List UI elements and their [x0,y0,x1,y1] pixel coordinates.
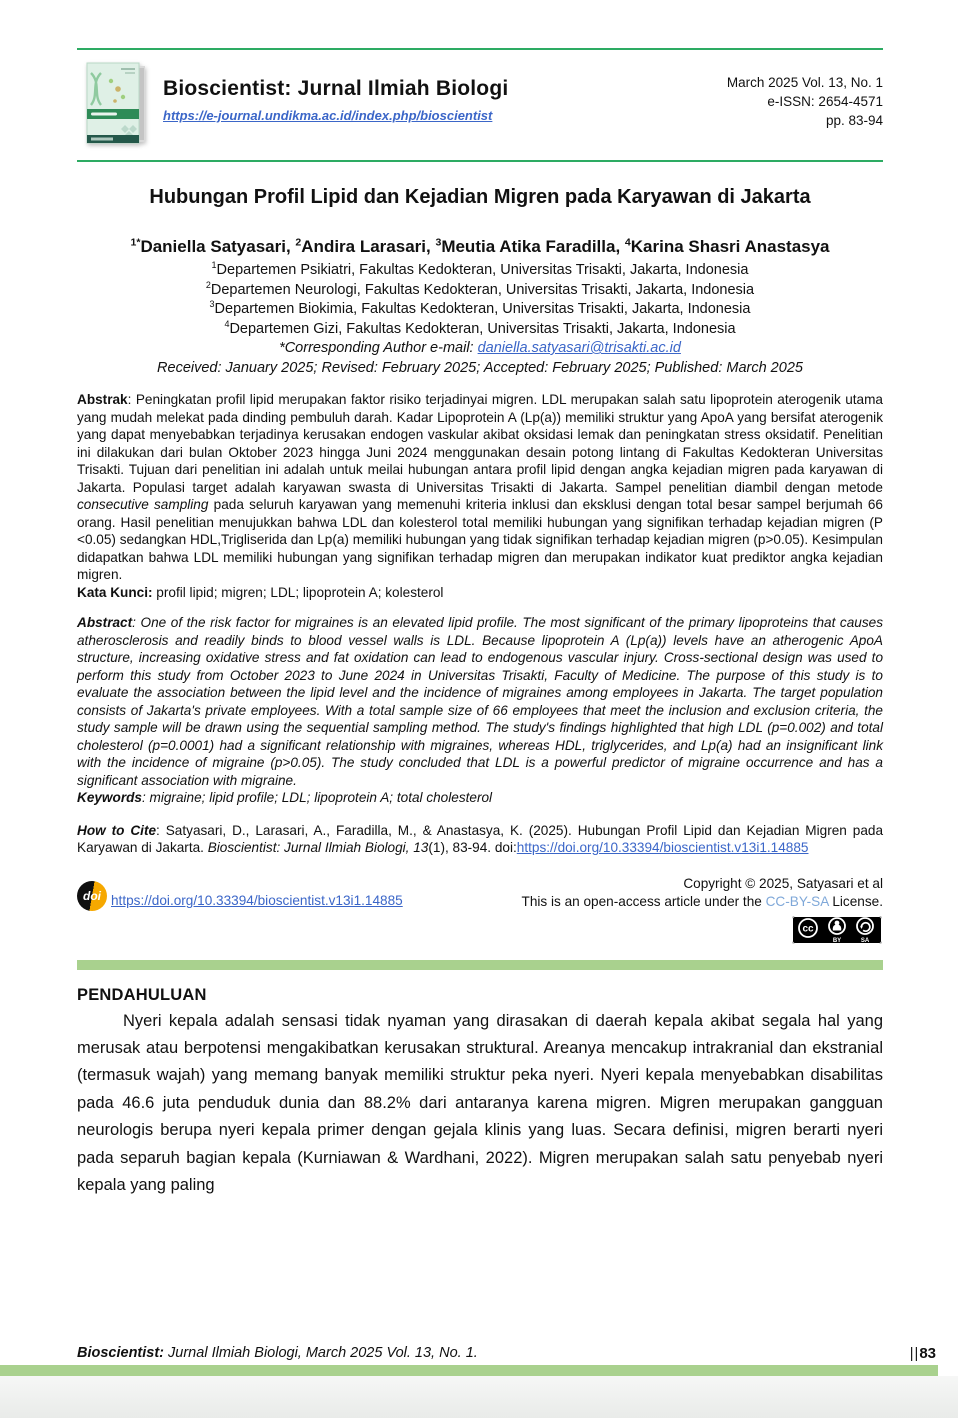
abstrak-italic-term: consecutive sampling [77,497,209,512]
author-name: Meutia Atika Faradilla, [441,237,625,256]
kata-kunci-label: Kata Kunci: [77,584,153,600]
how-to-cite-label: How to Cite [77,822,157,838]
corresponding-email-link[interactable]: daniella.satyasari@trisakti.ac.id [477,340,681,356]
doi-icon: doi [77,881,107,911]
kata-kunci-text: profil lipid; migren; LDL; lipoprotein A; kolesterol [152,584,444,600]
authors-line [117,235,843,258]
affiliation-text: Departemen Biokimia, Fakultas Kedokteran, Universitas Trisakti, Jakarta, Indonesia [214,301,751,317]
by-label: BY [832,937,842,944]
footer-page-number [910,1345,936,1362]
footer-band [0,1365,938,1376]
affiliation-superscript: 3 [209,299,215,310]
issue-volume: March 2025 Vol. 13, No. 1 [726,75,883,90]
affiliation-text: Departemen Psikiatri, Fakultas Kedokteran, Universitas Trisakti, Jakarta, Indonesia [216,262,749,278]
page-footer [77,1345,936,1362]
citation-text: : Satyasari, D., Larasari, A., Faradilla, M., & Anastasya, K. (2025). Hubungan Profil Lipid dan Kejadian Migren pada Karyawan di Jakarta. [77,822,883,855]
copyright-line: Copyright © 2025, Satyasari et al [683,875,883,891]
abstrak-text: Peningkatan profil lipid merupakan faktor risiko terjadinyai migren. LDL merupakan salah satu lipoprotein aterogenik utama yang mudah melekat pada dinding pembuluh darah. Kadar Lipoprotein A (Lp(a)) memiliki struktur yang ApoA yang bersifat aterogenik yang dapat menyebabkan terjadinya kerusakan endogen vaskular akibat oksidasi lemak dan peningkatan stress oksidatif. Penelitian ini dilakukan dari bulan Oktober 2023 hingga Juni 2024 menggunakan desain potong lintang di Fakultas Kedokteran Universitas Trisakti. Tujuan dari penelitian ini adalah untuk meilai hubungan antara profil lipid dengan angka kejadian migren pada karyawan di Jakarta. Populasi target adalah karyawan swasta di Universitas Trisakti di Jakarta. Sampel penelitian diambil dengan metode [77,392,883,495]
journal-identity [163,61,668,125]
page-number: 83 [919,1345,936,1362]
author-name: Karina Shasri Anastasya [630,237,830,256]
affiliation-superscript: 2 [205,279,211,290]
introduction-paragraph: Nyeri kepala adalah sensasi tidak nyaman yang dirasakan di daerah kepala akibat segala hal yang merusak atau berpotensi mengakibatkan kerusakan struktural. Areanya mencakup intrakranial dan ekstranial (termasuk wajah) yang memang banyak memiliki struktur peka nyeri. Nyeri kepala menyebabkan disabilitas pada 46.6 juta penduduk dunia dan 88.2% dari antaranya karena migren. Migren merupakan gangguan neurologis berupa nyeri kepala primer dengan gejala klinis yang luas. Secara definisi, migren berarti nyeri pada separuh bagian kepala (Kurniawan & Wardhani, 2022). Migren merupakan salah satu penyebab nyeri kepala yang paling [77,1011,883,1194]
affiliations [77,261,883,339]
license-text: License. [828,893,883,909]
license-line [522,893,883,911]
journal-url-link[interactable]: https://e-journal.undikma.ac.id/index.php/bioscientist [163,108,493,123]
author-superscript: 2 [295,236,302,249]
top-rule [77,48,883,50]
abstract-english [77,614,883,807]
abstract-label: Abstract [77,615,133,630]
author-name: Andira Larasari, [301,237,436,256]
abstrak-text: pada seluruh karyawan yang memenuhi kriteria inklusi dan eksklusi dengan total besar sampel berjumah 66 orang. Hasil penelitian menujukkan bahwa LDL dan kolesterol total memiliki hubungan yang signifikan terhadap kejadian migren (P <0.05) sedangkan HDL,Trigliserida dan Lp(a) memiliki hubungan yang tidak signifikan terhadap kejadian migren (p>0.05). Kesimpulan didapatkan bahwa LDL memiliki hubungan yang signifikan terhadap migren dan merupakan indikator kuat prediktor angka kejadian migren. [77,497,883,582]
author-superscript: 1* [130,236,141,249]
section-heading: PENDAHULUAN [77,985,207,1004]
footer-journal-info [77,1345,478,1362]
sa-label: SA [860,937,870,944]
page-number-marker: || [909,1346,920,1362]
corresponding-label: *Corresponding Author e-mail: [279,340,478,356]
affiliation-superscript: 1 [211,260,217,271]
issue-info [668,61,883,130]
cc-by-sa-link[interactable]: CC-BY-SA [765,893,829,909]
cc-by-sa-badge[interactable] [791,915,883,950]
copyright-block [522,875,883,950]
abstrak-colon: : [127,392,136,407]
abstract-colon: : [132,615,141,630]
affiliation-line [77,281,883,301]
how-to-cite [77,822,883,857]
journal-header [77,61,883,147]
license-text: This is an open-access article under the [521,893,766,909]
abstrak-label: Abstrak [77,392,128,407]
abstract-indonesian [77,391,883,601]
keywords-label: Keywords [77,790,142,805]
author-superscript: 3 [435,236,442,249]
journal-cover-logo [85,61,149,147]
affiliation-text: Departemen Gizi, Fakultas Kedokteran, Universitas Trisakti, Jakarta, Indonesia [229,320,736,337]
author-superscript: 4 [624,236,631,249]
abstract-text: One of the risk factor for migraines is an elevated lipid profile. The most significant of the primary lipoproteins that causes atherosclerosis and readily binds to blood vessel walls is LDL. Because lipoprotein A (Lp(a)) levels have an atherogenic ApoA structure, increasing oxidative stress and fat oxidation can lead to endogenous vascular injury. Cross-sectional design was used to perform this study from October 2023 to June 2024 in Universitas Trisakti, Faculty of Medicine. The purpose of this study is to evaluate the association between the lipid level and the incidence of migraines among employees in Jakarta. The target population consists of Jakarta's private employees. With a total sample size of 66 employees that meet the inclusion and exclusion criteria, the study sample will be drawn using the sequential sampling method. The study's findings highlighted that high LDL (p=0.002) and total cholesterol (p=0.0001) had a significant relationship with migraines, whereas HDL, triglycerides, and Lp(a) had an insignificant link with the incidence of migraine (p>0.05). The study concluded that LDL is a powerful predictor of migraine occurrence and has a significant association with migraine. [77,615,883,788]
affiliation-line [77,261,883,281]
affiliation-line [77,300,883,320]
keywords-line [77,789,883,807]
journal-article-page [0,48,958,1418]
journal-cover-icon [85,61,149,147]
issue-pages: pp. 83-94 [825,113,883,128]
citation-text: (1), 83-94. doi: [428,840,517,855]
corresponding-author-line [77,339,883,359]
article-title: Hubungan Profil Lipid dan Kejadian Migren pada Karyawan di Jakarta [149,186,811,208]
affiliation-line [77,320,883,340]
footer-journal-rest: Jurnal Ilmiah Biologi, March 2025 Vol. 13, No. 1. [164,1345,478,1361]
doi-link[interactable]: https://doi.org/10.33394/bioscientist.v13i1.14885 [111,892,403,908]
issue-issn: e-ISSN: 2654-4571 [767,94,883,109]
cc-letters: cc [802,923,814,934]
keywords-text: : migraine; lipid profile; LDL; lipoprotein A; total cholesterol [141,790,493,805]
affiliation-text: Departemen Neurologi, Fakultas Kedokteran, Universitas Trisakti, Jakarta, Indonesia [210,281,755,298]
received-dates-line: Received: January 2025; Revised: February 2025; Accepted: February 2025; Published: March 2025 [157,359,803,376]
citation-journal-italic: Bioscientist: Jurnal Ilmiah Biologi, 13 [207,840,429,855]
cc-by-sa-icon [791,915,883,945]
affiliation-superscript: 4 [224,318,230,329]
section-divider-band [77,960,883,970]
kata-kunci-line [77,584,883,602]
doi-block [77,875,403,911]
page-bottom-edge [0,1376,958,1418]
citation-doi-link[interactable]: https://doi.org/10.33394/bioscientist.v13i1.14885 [516,840,809,855]
header-divider [77,160,883,162]
author-name: Daniella Satyasari, [140,237,296,256]
footer-journal-name: Bioscientist: [77,1345,165,1361]
doi-copyright-row [77,875,883,950]
journal-title: Bioscientist: Jurnal Ilmiah Biologi [163,77,509,100]
